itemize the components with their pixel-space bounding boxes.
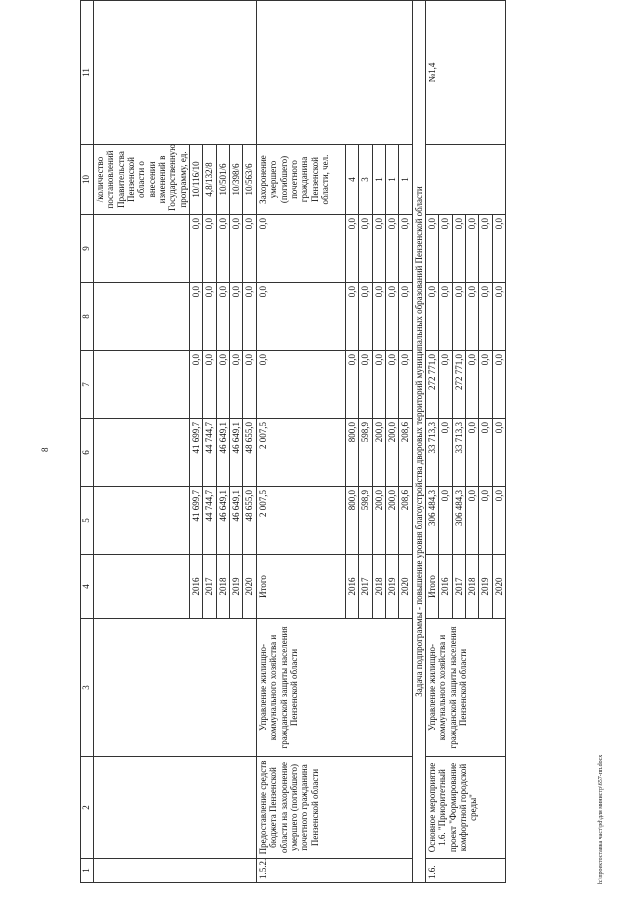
task-row: [412, 1, 425, 883]
table-row: 2017 598,9 598,9 0,0 0,0 0,0 3: [359, 1, 372, 883]
column-number-row: [81, 1, 94, 883]
table-row: 2019 46 649,1 46 649,1 0,0 0,0 0,0 10/398/6: [230, 1, 243, 883]
table-row: 2018 46 649,1 46 649,1 0,0 0,0 0,0 10/501/6: [216, 1, 229, 883]
table-row: 1.6. Основное мероприятие 1.6. "Приоритетный проект "Формирование комфортной городской среды" Управление жилищно-коммунального хозяйства и гражданской защиты населения Пензенской области Итого 306 484,3 33 713,3 272 771,0 0,0 0,0 №1,4: [425, 1, 438, 883]
table-row: 2016 41 699,7 41 699,7 0,0 0,0 0,0 10/116/10: [190, 1, 203, 883]
table-row: 2017 44 744,7 44 744,7 0,0 0,0 0,0 4,8/132/8: [203, 1, 216, 883]
rotated-table-wrapper: [80, 41, 598, 883]
col-num: 9: [81, 215, 94, 283]
executor: Управление жилищно-коммунального хозяйства и гражданской защиты населения Пензенской области: [256, 619, 412, 757]
col-num: 1: [81, 859, 94, 883]
col-num: 6: [81, 419, 94, 487]
table-row: 2017 306 484,3 33 713,3 272 771,0 0,0 0,0: [452, 1, 465, 883]
col-num: 8: [81, 283, 94, 351]
table-row: 2016 800,0 800,0 0,0 0,0 0,0 4: [345, 1, 358, 883]
col-num: 10: [81, 145, 94, 215]
measure-name: Предоставление средств бюджета Пензенской области на захоронение умершего (погибшего) почетного гражданина Пензенской области: [256, 757, 412, 859]
indicator-ref: №1,4: [425, 1, 505, 145]
task-title: Задача подпрограммы - повышение уровня благоустройства дворовых территорий муниципальных образований Пензенской области: [412, 1, 425, 883]
col-num: 11: [81, 1, 94, 145]
col-num: 4: [81, 555, 94, 619]
executor: Управление жилищно-коммунального хозяйства и гражданской защиты населения Пензенской области: [425, 619, 505, 757]
table-row: [94, 1, 190, 883]
indicator-header: Захоронение умершего (погибшего) почетного гражданина Пензенской области, чел.: [256, 145, 345, 215]
indicator-header: /количество постановлений Правительства Пензенской области о внесении изменений в Государственную программу, ед.: [94, 145, 190, 215]
col-num: 3: [81, 619, 94, 757]
page-number: 8: [40, 447, 50, 452]
table-row: 2020 0,0 0,0 0,0 0,0 0,0: [492, 1, 505, 883]
col-num: 2: [81, 757, 94, 859]
table-row: 2020 48 655,0 48 655,0 0,0 0,0 0,0 10/563/6: [243, 1, 256, 883]
table-row: 2019 0,0 0,0 0,0 0,0 0,0: [479, 1, 492, 883]
row-number: 1.6.: [425, 859, 505, 883]
table-row: 2019 200,0 200,0 0,0 0,0 0,0 1: [385, 1, 398, 883]
table-row: 2018 200,0 200,0 0,0 0,0 0,0 1: [372, 1, 385, 883]
table-row: 1.5.2. Предоставление средств бюджета Пензенской области на захоронение умершего (погибшего) почетного гражданина Пензенской области Управление жилищно-коммунального хозяйства и гражданской защиты населения Пензенской области Итого 2 007,5 2 007,5 0,0 0,0 0,0 Захоронение умершего (погибшего) почетного гражданина Пензенской области, чел.: [256, 1, 345, 883]
col-num: 5: [81, 487, 94, 555]
measure-name: Основное мероприятие 1.6. "Приоритетный проект "Формирование комфортной городской среды": [425, 757, 505, 859]
table-row: 2018 0,0 0,0 0,0 0,0 0,0: [465, 1, 478, 883]
col-num: 7: [81, 351, 94, 419]
table-row: 2020 208,6 208,6 0,0 0,0 0,0 1: [399, 1, 412, 883]
program-table: [80, 0, 506, 883]
row-number: 1.5.2.: [256, 859, 412, 883]
table-row: 2016 0,0 0,0 0,0 0,0 0,0: [439, 1, 452, 883]
file-path-footer: h:\проектоставка част\pd\для министр\657-пп.docx: [598, 754, 604, 884]
